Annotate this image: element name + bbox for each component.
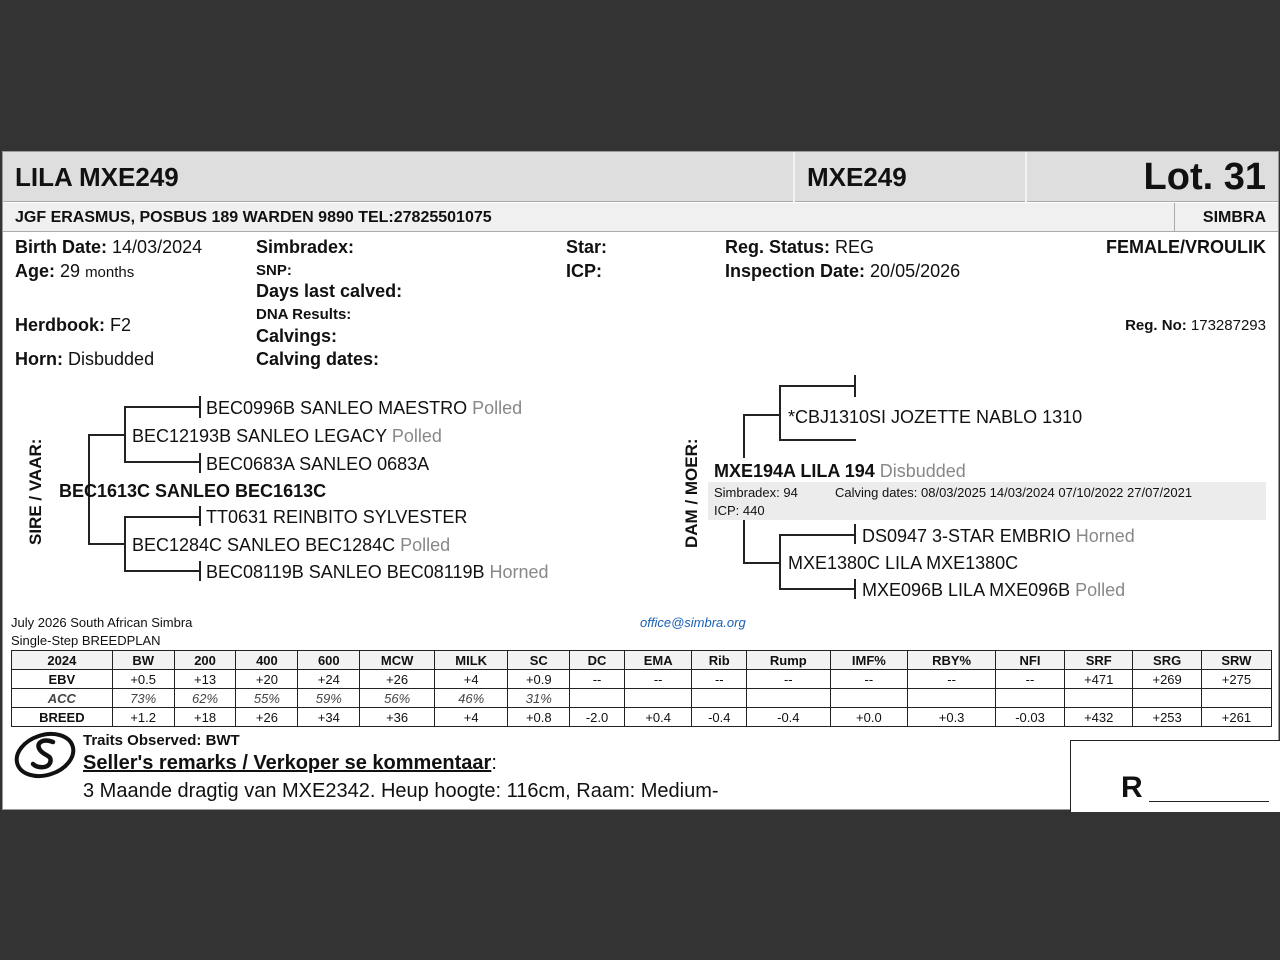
- dam-dam-sire: [862, 526, 1135, 547]
- pedigree-line: [88, 434, 126, 436]
- owner-details: JGF ERASMUS, POSBUS 189 WARDEN 9890 TEL:27825501075: [15, 209, 492, 226]
- pedigree-line: [743, 414, 745, 458]
- ebv-header-cell: 200: [174, 651, 236, 670]
- sire-dam-dam-name: BEC08119B SANLEO BEC08119B: [206, 562, 485, 582]
- ebv-cell: 46%: [435, 689, 508, 708]
- reg-no-value: 173287293: [1190, 317, 1266, 334]
- pedigree-line: [743, 520, 745, 564]
- ebv-cell: 73%: [112, 689, 174, 708]
- lot-card: [2, 151, 1279, 810]
- dam-icp: ICP: 440: [714, 503, 765, 518]
- pedigree-line: [779, 439, 856, 441]
- ebv-cell: -0.03: [995, 708, 1064, 727]
- ebv-cell: --: [747, 670, 830, 689]
- ebv-cell: +4: [435, 708, 508, 727]
- pedigree-line: [199, 453, 201, 473]
- sire-dam-dam-horn: Horned: [489, 562, 549, 582]
- ebv-header-cell: SRG: [1133, 651, 1201, 670]
- ebv-cell: +0.0: [830, 708, 908, 727]
- ebv-header-cell: Rib: [692, 651, 747, 670]
- ebv-header-cell: MILK: [435, 651, 508, 670]
- ebv-cell: -2.0: [570, 708, 625, 727]
- ebv-cell: +0.8: [508, 708, 570, 727]
- ebv-header-row: [12, 651, 1272, 670]
- pedigree-line: [779, 534, 781, 590]
- ebv-cell: -0.4: [747, 708, 830, 727]
- horn-value: Disbudded: [68, 349, 155, 369]
- snp-label: SNP:: [256, 262, 292, 279]
- ebv-cell: +24: [298, 670, 360, 689]
- pedigree-line: [124, 570, 201, 572]
- ebv-cell: --: [570, 670, 625, 689]
- pedigree-line: [124, 516, 201, 518]
- sire-sire-parent: [132, 426, 442, 447]
- ebv-cell: +1.2: [112, 708, 174, 727]
- pedigree-line: [779, 385, 781, 441]
- pedigree-line: [779, 534, 856, 536]
- ebv-table: [11, 650, 1272, 727]
- ebv-cell: +0.3: [908, 708, 996, 727]
- calvings-label: Calvings:: [256, 326, 338, 346]
- ebv-cell: +0.5: [112, 670, 174, 689]
- ebv-header-cell: BW: [112, 651, 174, 670]
- calving-dates-label: Calving dates:: [256, 349, 380, 369]
- birth-date-label: Birth Date:: [15, 237, 108, 257]
- ebv-header-cell: SRF: [1065, 651, 1133, 670]
- ebv-cell: [570, 689, 625, 708]
- ebv-header-cell: Rump: [747, 651, 830, 670]
- sire-parent-name: BEC12193B SANLEO LEGACY: [132, 426, 387, 446]
- ebv-cell: +275: [1201, 670, 1271, 689]
- lot-number: Lot. 31: [1143, 156, 1266, 198]
- sire-dam-sire: TT0631 REINBITO SYLVESTER: [206, 507, 468, 527]
- ebv-cell: --: [995, 670, 1064, 689]
- remarks-heading: [83, 752, 497, 775]
- pedigree-line: [124, 516, 126, 572]
- header-divider: [1025, 152, 1027, 202]
- owner-divider: [1174, 203, 1175, 232]
- sire-dam-name: BEC1284C SANLEO BEC1284C: [132, 535, 396, 555]
- horn: [15, 349, 154, 370]
- dam-name-row: [714, 461, 966, 482]
- ebv-cell: +4: [435, 670, 508, 689]
- pedigree-line: [854, 375, 856, 397]
- age-unit: months: [85, 264, 135, 281]
- pedigree-line: [779, 385, 856, 387]
- owner-bar: [3, 203, 1278, 232]
- simbradex-label: Simbradex:: [256, 237, 355, 257]
- ebv-cell: [830, 689, 908, 708]
- breed-name: SIMBRA: [1202, 209, 1266, 226]
- ebv-cell: +269: [1133, 670, 1201, 689]
- traits-label: Traits Observed:: [83, 732, 202, 749]
- ebv-cell: +36: [360, 708, 435, 727]
- ebv-header-cell: NFI: [995, 651, 1064, 670]
- ebv-row-header: ACC: [12, 689, 113, 708]
- ebv-header-cell: 2024: [12, 651, 113, 670]
- price-line: [1149, 801, 1269, 802]
- ebv-header-cell: 600: [298, 651, 360, 670]
- sire-sire-horn: Polled: [472, 398, 523, 418]
- age-label: Age:: [15, 261, 55, 281]
- ebv-cell: +0.4: [624, 708, 692, 727]
- dam-dam-dam-name: MXE096B LILA MXE096B: [862, 580, 1071, 600]
- ebv-cell: [1133, 689, 1201, 708]
- herdbook-value: F2: [110, 315, 132, 335]
- days-last-calved-label: Days last calved:: [256, 281, 403, 301]
- reg-status-value: REG: [835, 237, 875, 257]
- ebv-cell: +432: [1065, 708, 1133, 727]
- ebv-header-cell: SC: [508, 651, 570, 670]
- dam-dam-dam: [862, 580, 1125, 601]
- pedigree-line: [854, 524, 856, 544]
- dna-results-label: DNA Results:: [256, 306, 352, 323]
- reg-no-label: Reg. No:: [1125, 317, 1187, 334]
- sire-dam-grandparent: BEC0683A SANLEO 0683A: [206, 454, 430, 474]
- sire-dam-dam: [206, 562, 549, 583]
- ebv-row: [12, 670, 1272, 689]
- price-box[interactable]: [1070, 740, 1280, 812]
- ebv-row-header: BREED: [12, 708, 113, 727]
- animal-name: LILA MXE249: [15, 162, 179, 192]
- pedigree-line: [124, 406, 126, 463]
- ebv-cell: [624, 689, 692, 708]
- ebv-cell: +26: [360, 670, 435, 689]
- pedigree-line: [199, 396, 201, 418]
- remarks-colon: :: [491, 752, 497, 774]
- dam-name: MXE194A LILA 194: [714, 461, 875, 481]
- ebv-cell: 62%: [174, 689, 236, 708]
- star-label: Star:: [566, 237, 608, 257]
- inspection-date-value: 20/05/2026: [870, 261, 961, 281]
- sire-parent-horn: Polled: [391, 426, 442, 446]
- dam-calving-dates: Calving dates: 08/03/2025 14/03/2024 07/10/2022 27/07/2021: [835, 485, 1193, 500]
- ebv-cell: +34: [298, 708, 360, 727]
- sex: FEMALE/VROULIK: [1106, 237, 1266, 257]
- pedigree-line: [199, 506, 201, 526]
- age: [15, 261, 134, 282]
- breedplan-title: July 2026 South African Simbra: [11, 615, 193, 630]
- traits-value: BWT: [205, 732, 240, 749]
- sire-dam-horn: Polled: [400, 535, 451, 555]
- dam-simbradex: Simbradex: 94: [714, 485, 798, 500]
- ebv-row: [12, 689, 1272, 708]
- ebv-cell: +253: [1133, 708, 1201, 727]
- dam-dam-sire-name: DS0947 3-STAR EMBRIO: [862, 526, 1071, 546]
- ebv-cell: +261: [1201, 708, 1271, 727]
- ebv-cell: 56%: [360, 689, 435, 708]
- simbra-logo-icon: [13, 728, 77, 780]
- inspection-date-label: Inspection Date:: [725, 261, 866, 281]
- ebv-header-cell: DC: [570, 651, 625, 670]
- remarks-title: Seller's remarks / Verkoper se kommentaar: [83, 752, 492, 774]
- ebv-cell: --: [624, 670, 692, 689]
- ebv-body: [12, 670, 1272, 727]
- ebv-cell: [1201, 689, 1271, 708]
- ebv-cell: +18: [174, 708, 236, 727]
- ebv-header-cell: IMF%: [830, 651, 908, 670]
- pedigree-line: [743, 562, 781, 564]
- ebv-cell: 31%: [508, 689, 570, 708]
- age-value: 29: [60, 261, 81, 281]
- sire-side-label: SIRE / VAAR:: [26, 438, 45, 545]
- ebv-cell: [995, 689, 1064, 708]
- pedigree-line: [743, 414, 781, 416]
- traits-observed: [83, 732, 240, 749]
- sire-sire: [206, 398, 522, 419]
- breedplan-subtitle: Single-Step BREEDPLAN: [11, 633, 161, 648]
- dam-dam-sire-horn: Horned: [1075, 526, 1135, 546]
- ebv-cell: --: [692, 670, 747, 689]
- ebv-cell: --: [830, 670, 908, 689]
- pedigree-line: [779, 588, 856, 590]
- ebv-cell: -0.4: [692, 708, 747, 727]
- ebv-cell: +0.9: [508, 670, 570, 689]
- ebv-cell: +471: [1065, 670, 1133, 689]
- ebv-header-cell: RBY%: [908, 651, 996, 670]
- price-label: R: [1121, 771, 1143, 804]
- birth-date-value: 14/03/2024: [112, 237, 203, 257]
- herdbook-label: Herdbook:: [15, 315, 105, 335]
- ebv-cell: +26: [236, 708, 298, 727]
- ebv-cell: [747, 689, 830, 708]
- ebv-cell: --: [908, 670, 996, 689]
- icp-label: ICP:: [566, 261, 602, 281]
- email-link[interactable]: office@simbra.org: [640, 615, 746, 630]
- horn-label: Horn:: [15, 349, 63, 369]
- ebv-header-cell: 400: [236, 651, 298, 670]
- pedigree-line: [88, 543, 126, 545]
- herdbook: [15, 315, 131, 336]
- animal-code: MXE249: [807, 162, 907, 192]
- pedigree-line: [124, 406, 201, 408]
- pedigree-line: [854, 579, 856, 599]
- ebv-header-cell: EMA: [624, 651, 692, 670]
- reg-no: [1125, 317, 1266, 334]
- ebv-header-cell: SRW: [1201, 651, 1271, 670]
- dam-horn: Disbudded: [879, 461, 966, 481]
- ebv-cell: [908, 689, 996, 708]
- inspection-date: [725, 261, 960, 282]
- ebv-header-cell: MCW: [360, 651, 435, 670]
- reg-status: [725, 237, 874, 258]
- ebv-row: [12, 708, 1272, 727]
- birth-date: [15, 237, 202, 258]
- sire-name: BEC1613C SANLEO BEC1613C: [59, 481, 327, 501]
- ebv-cell: [692, 689, 747, 708]
- ebv-cell: 59%: [298, 689, 360, 708]
- reg-status-label: Reg. Status:: [725, 237, 831, 257]
- remarks-text: 3 Maande dragtig van MXE2342. Heup hoogte: 116cm, Raam: Medium-: [83, 780, 719, 802]
- pedigree-line: [199, 561, 201, 581]
- dam-info-box: [708, 482, 1266, 520]
- pedigree-line: [124, 461, 201, 463]
- ebv-cell: [1065, 689, 1133, 708]
- ebv-cell: +20: [236, 670, 298, 689]
- sire-dam: [132, 535, 450, 556]
- dam-dam: MXE1380C LILA MXE1380C: [788, 553, 1019, 573]
- ebv-row-header: EBV: [12, 670, 113, 689]
- dam-dam-dam-horn: Polled: [1075, 580, 1126, 600]
- ebv-cell: 55%: [236, 689, 298, 708]
- header-divider: [793, 152, 795, 202]
- ebv-cell: +13: [174, 670, 236, 689]
- dam-side-label: DAM / MOER:: [682, 438, 701, 548]
- lot-header: [3, 152, 1278, 202]
- sire-sire-name: BEC0996B SANLEO MAESTRO: [206, 398, 468, 418]
- dam-sire: *CBJ1310SI JOZETTE NABLO 1310: [788, 407, 1083, 427]
